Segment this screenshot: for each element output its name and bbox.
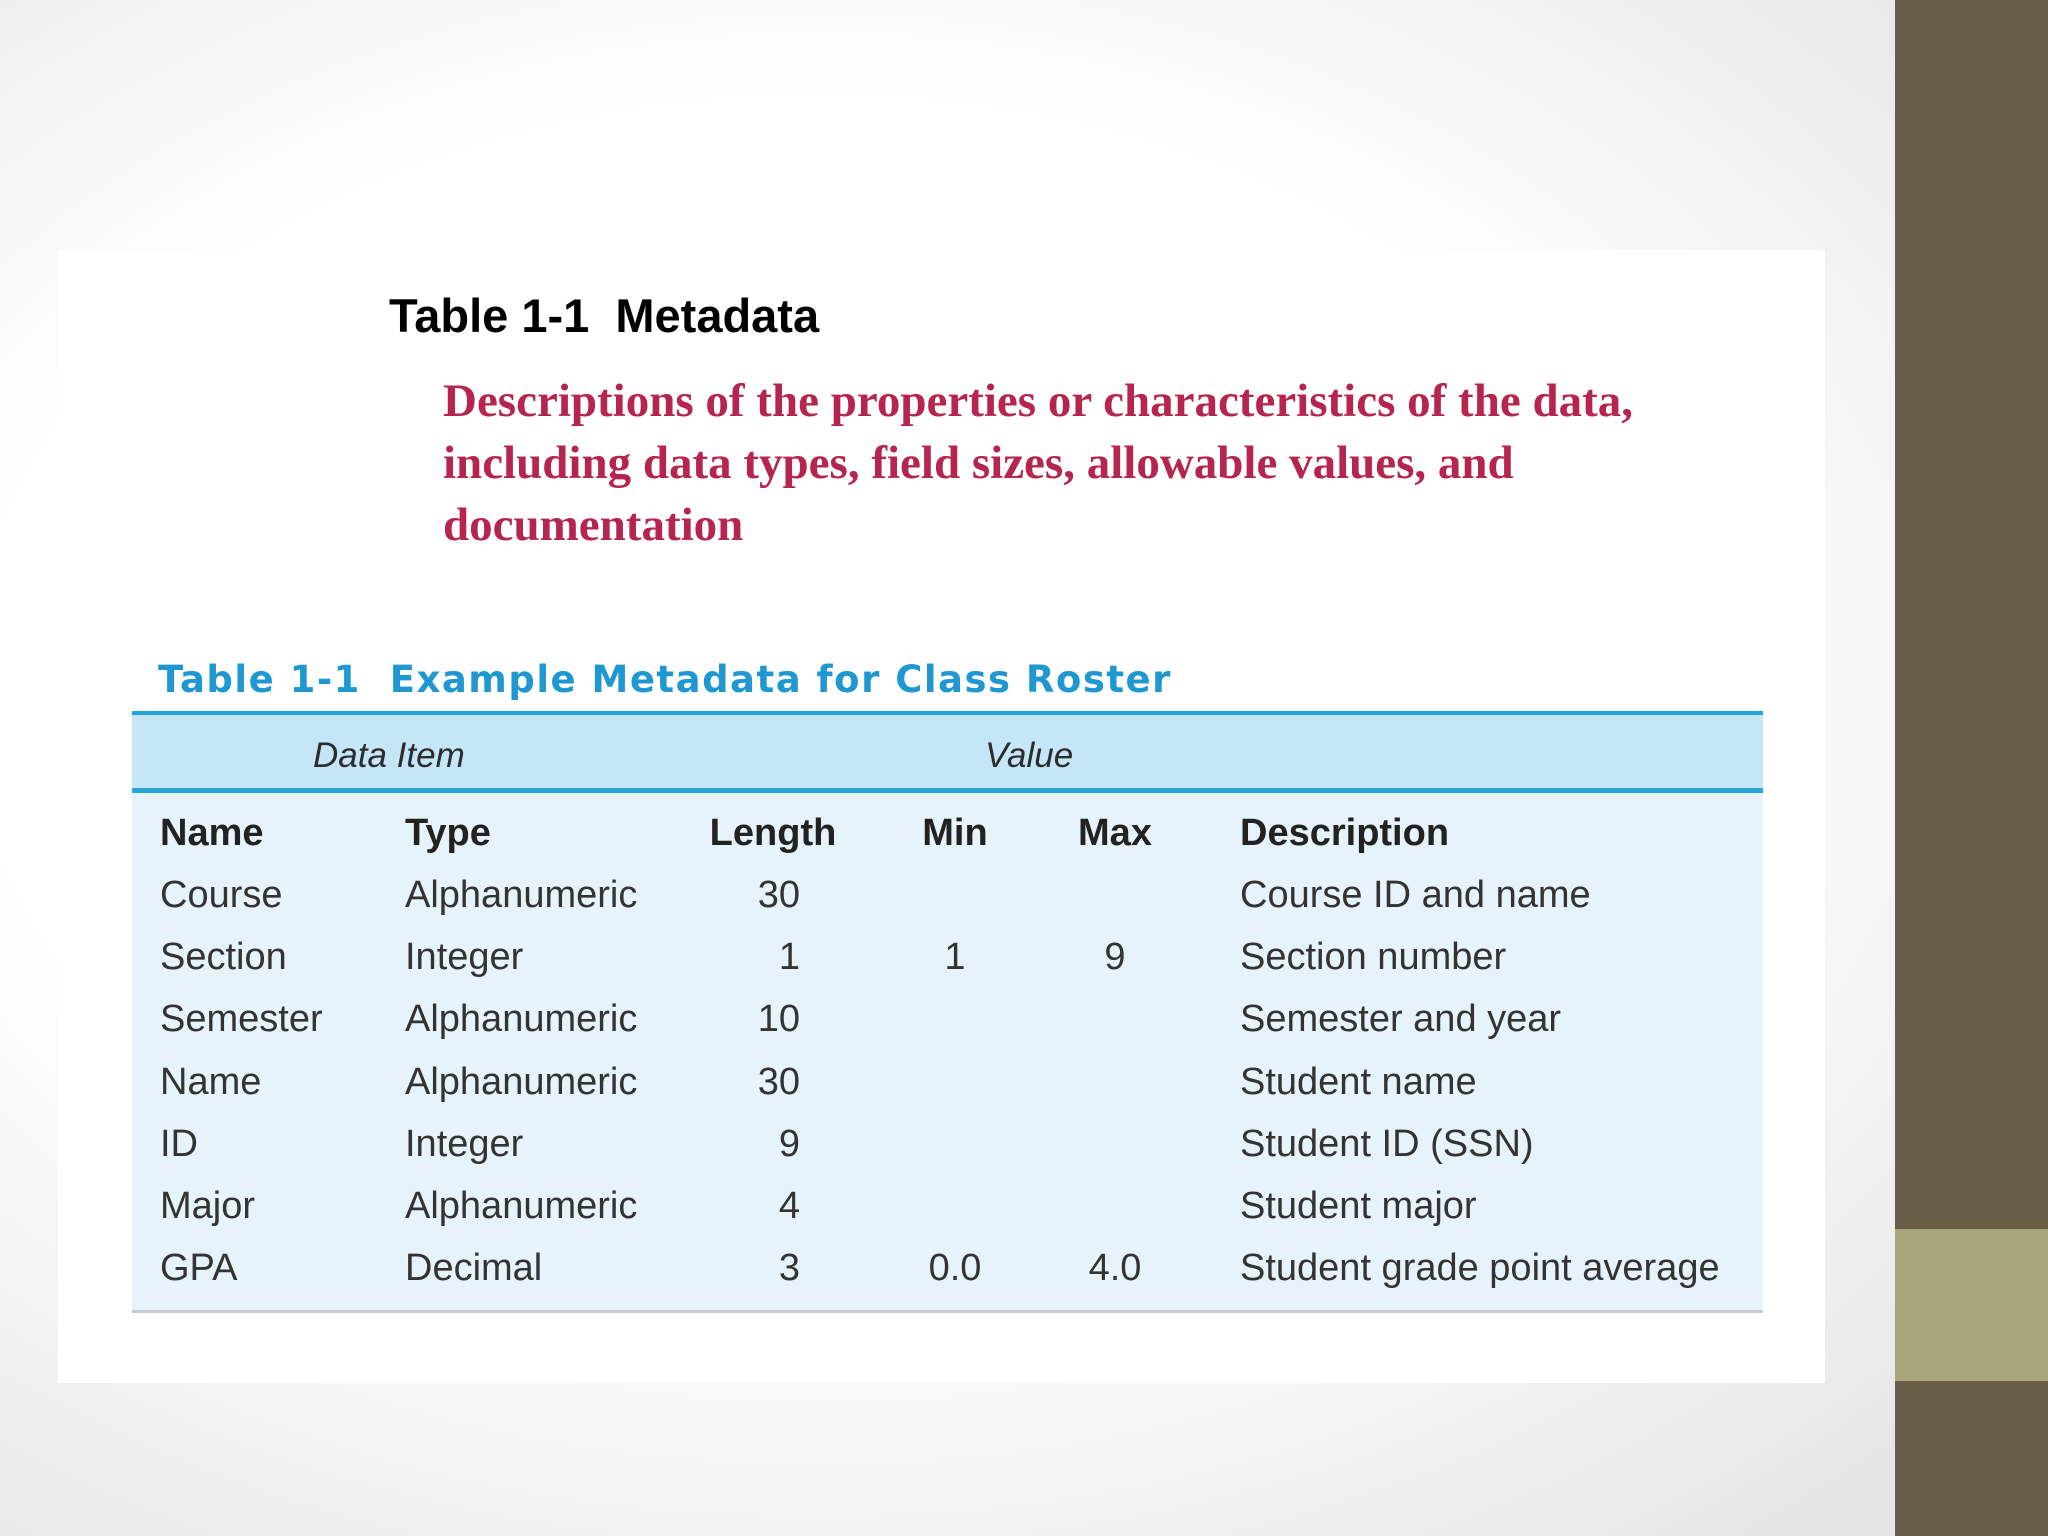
table-cell-description: Student ID (SSN) <box>1240 1123 1534 1165</box>
slide-title: Table 1-1 Metadata <box>389 289 820 342</box>
table-cell-type: Alphanumeric <box>405 998 638 1040</box>
table-cell-description: Semester and year <box>1240 998 1562 1040</box>
table-cell-name: Course <box>160 874 283 916</box>
table-cell-min: 0.0 <box>928 1247 982 1289</box>
table-caption: Table 1-1 Example Metadata for Class Roster <box>158 658 1172 701</box>
table-cell-min: 1 <box>944 936 966 978</box>
table-cell-length: 9 <box>778 1123 800 1165</box>
table-cell-type: Integer <box>405 936 524 978</box>
column-header-name: Name <box>160 812 264 854</box>
table-header-rule <box>132 788 1763 793</box>
table-cell-type: Alphanumeric <box>405 1185 638 1227</box>
table-cell-length: 30 <box>757 874 800 916</box>
table-cell-type: Alphanumeric <box>405 874 638 916</box>
table-bottom-rule <box>132 1310 1763 1313</box>
table-cell-description: Student major <box>1240 1185 1477 1227</box>
table-cell-length: 1 <box>778 936 800 978</box>
table-cell-description: Student grade point average <box>1240 1247 1720 1289</box>
column-header-min: Min <box>922 812 988 854</box>
table-cell-length: 30 <box>757 1061 800 1103</box>
table-cell-name: Semester <box>160 998 323 1040</box>
column-header-length: Length <box>709 812 837 854</box>
table-cell-length: 10 <box>757 998 800 1040</box>
table-cell-name: GPA <box>160 1247 238 1289</box>
table-cell-type: Decimal <box>405 1247 543 1289</box>
table-cell-name: Section <box>160 936 287 978</box>
slide-description: Descriptions of the properties or characteristics of the data, including data types, field sizes, allowable values, and documentation <box>443 375 1633 551</box>
column-header-description: Description <box>1240 812 1450 854</box>
table-cell-description: Course ID and name <box>1240 874 1591 916</box>
table-cell-name: Major <box>160 1185 256 1227</box>
sidebar-accent-block <box>1895 1229 2048 1381</box>
column-header-max: Max <box>1078 812 1152 854</box>
group-header-data-item: Data Item <box>313 736 465 775</box>
table-cell-type: Integer <box>405 1123 524 1165</box>
table-cell-max: 4.0 <box>1088 1247 1142 1289</box>
table-cell-max: 9 <box>1104 936 1126 978</box>
table-cell-name: Name <box>160 1061 262 1103</box>
table-cell-description: Section number <box>1240 936 1507 978</box>
table-cell-length: 3 <box>778 1247 800 1289</box>
table-cell-description: Student name <box>1240 1061 1477 1103</box>
group-header-value: Value <box>985 736 1074 775</box>
table-cell-type: Alphanumeric <box>405 1061 638 1103</box>
table-cell-length: 4 <box>778 1185 800 1227</box>
column-header-type: Type <box>405 812 491 854</box>
table-cell-name: ID <box>160 1123 198 1165</box>
